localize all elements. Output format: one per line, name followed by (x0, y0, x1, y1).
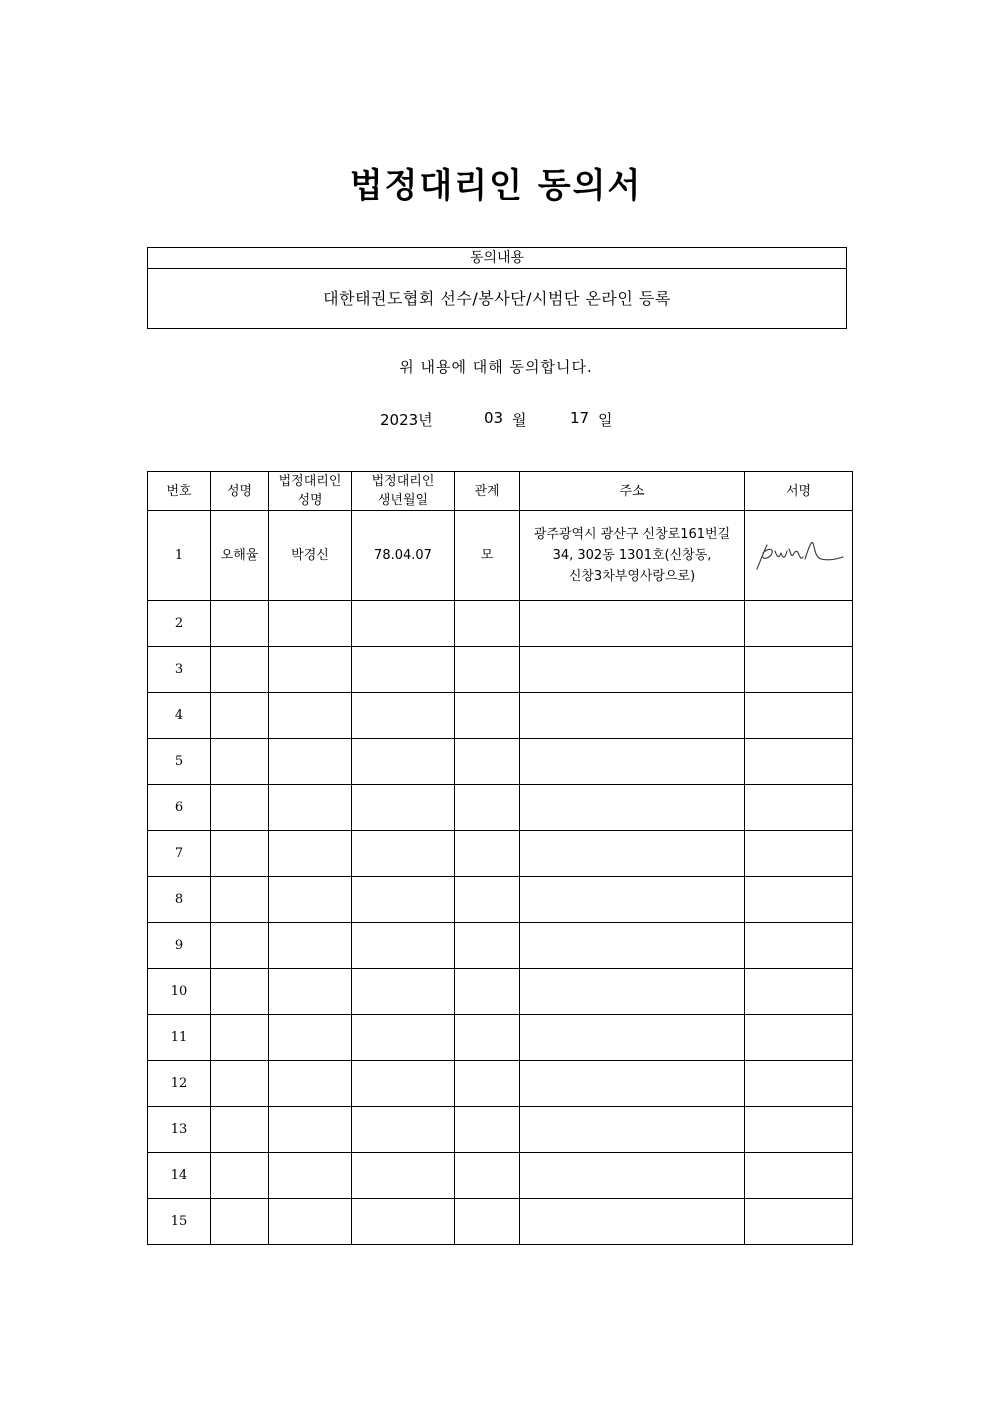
cell-no: 4 (148, 693, 211, 739)
cell-guardian-name (269, 1199, 352, 1245)
cell-guardian-name (269, 693, 352, 739)
cell-no: 14 (148, 1153, 211, 1199)
cell-signature (745, 969, 853, 1015)
cell-address (520, 1199, 745, 1245)
cell-name (211, 693, 269, 739)
cell-address (520, 1061, 745, 1107)
cell-name (211, 601, 269, 647)
date-day-value: 17 (570, 409, 590, 427)
cell-no: 11 (148, 1015, 211, 1061)
table-header-row (148, 472, 853, 511)
date-year: 2023년 (380, 411, 433, 429)
cell-guardian-birth (352, 1061, 455, 1107)
cell-name (211, 877, 269, 923)
cell-signature (745, 1061, 853, 1107)
cell-guardian-birth (352, 693, 455, 739)
cell-address (520, 877, 745, 923)
cell-no: 8 (148, 877, 211, 923)
cell-relation (455, 647, 520, 693)
cell-address (520, 693, 745, 739)
table-row (148, 1061, 853, 1107)
cell-guardian-name (269, 739, 352, 785)
cell-signature (745, 1107, 853, 1153)
cell-relation (455, 601, 520, 647)
table-row (148, 601, 853, 647)
cell-guardian-name (269, 601, 352, 647)
cell-no: 13 (148, 1107, 211, 1153)
cell-signature (745, 739, 853, 785)
cell-address (520, 1015, 745, 1061)
header-address: 주소 (520, 472, 745, 511)
cell-name (211, 1199, 269, 1245)
cell-no: 10 (148, 969, 211, 1015)
cell-name (211, 831, 269, 877)
cell-address (520, 785, 745, 831)
table-row (148, 785, 853, 831)
cell-relation: 모 (455, 511, 520, 601)
table-row (148, 1107, 853, 1153)
cell-guardian-name (269, 785, 352, 831)
date-month-value: 03 (484, 409, 504, 427)
cell-address (520, 1153, 745, 1199)
cell-guardian-birth: 78.04.07 (352, 511, 455, 601)
header-name: 성명 (211, 472, 269, 511)
cell-relation (455, 1061, 520, 1107)
cell-name (211, 923, 269, 969)
cell-guardian-birth (352, 1153, 455, 1199)
cell-guardian-birth (352, 1107, 455, 1153)
table-row (148, 1199, 853, 1245)
cell-address (520, 969, 745, 1015)
cell-signature (745, 601, 853, 647)
cell-address (520, 511, 745, 601)
cell-name (211, 785, 269, 831)
table-row (148, 923, 853, 969)
cell-guardian-birth (352, 1015, 455, 1061)
cell-guardian-birth (352, 647, 455, 693)
cell-signature (745, 785, 853, 831)
cell-no: 15 (148, 1199, 211, 1245)
cell-signature (745, 1015, 853, 1061)
guardian-table (147, 471, 853, 1245)
cell-name (211, 1153, 269, 1199)
cell-relation (455, 1153, 520, 1199)
cell-guardian-name (269, 1153, 352, 1199)
table-row (148, 739, 853, 785)
cell-name (211, 1061, 269, 1107)
header-guardian-birth-text: 법정대리인 생년월일 (371, 474, 435, 508)
cell-relation (455, 785, 520, 831)
cell-relation (455, 969, 520, 1015)
cell-guardian-birth (352, 785, 455, 831)
cell-guardian-name (269, 969, 352, 1015)
header-guardian-birth (352, 472, 455, 511)
agreement-statement: 위 내용에 대해 동의합니다. (399, 358, 593, 376)
cell-signature (745, 693, 853, 739)
header-no: 번호 (148, 472, 211, 511)
cell-relation (455, 923, 520, 969)
cell-no: 2 (148, 601, 211, 647)
consent-box (147, 247, 847, 329)
consent-header: 동의내용 (148, 248, 846, 269)
date-month-unit: 월 (512, 411, 527, 429)
cell-guardian-name (269, 877, 352, 923)
cell-no: 3 (148, 647, 211, 693)
cell-signature (745, 1153, 853, 1199)
cell-address (520, 601, 745, 647)
table-row (148, 877, 853, 923)
header-guardian-name (269, 472, 352, 511)
cell-no: 9 (148, 923, 211, 969)
cell-guardian-name (269, 1015, 352, 1061)
cell-relation (455, 1015, 520, 1061)
cell-address (520, 923, 745, 969)
cell-name (211, 739, 269, 785)
signature-image (753, 539, 845, 573)
table-row (148, 1153, 853, 1199)
cell-signature (745, 647, 853, 693)
table-row (148, 693, 853, 739)
cell-relation (455, 831, 520, 877)
cell-no: 1 (148, 511, 211, 601)
cell-no: 5 (148, 739, 211, 785)
table-row (148, 647, 853, 693)
cell-guardian-name (269, 1061, 352, 1107)
cell-relation (455, 1107, 520, 1153)
cell-address (520, 739, 745, 785)
cell-relation (455, 739, 520, 785)
header-relation: 관계 (455, 472, 520, 511)
cell-relation (455, 877, 520, 923)
cell-guardian-birth (352, 601, 455, 647)
cell-guardian-birth (352, 877, 455, 923)
cell-name (211, 1107, 269, 1153)
cell-guardian-birth (352, 1199, 455, 1245)
cell-name: 오해율 (211, 511, 269, 601)
consent-content: 대한태권도협회 선수/봉사단/시범단 온라인 등록 (323, 289, 671, 308)
header-guardian-name-text: 법정대리인 성명 (278, 474, 342, 508)
cell-name (211, 1015, 269, 1061)
cell-signature (745, 923, 853, 969)
cell-signature (745, 1199, 853, 1245)
cell-guardian-birth (352, 739, 455, 785)
cell-guardian-birth (352, 969, 455, 1015)
cell-relation (455, 1199, 520, 1245)
cell-address (520, 647, 745, 693)
table-row (148, 831, 853, 877)
cell-guardian-name (269, 1107, 352, 1153)
table-row (148, 1015, 853, 1061)
cell-guardian-birth (352, 923, 455, 969)
table-row (148, 969, 853, 1015)
cell-name (211, 647, 269, 693)
cell-relation (455, 693, 520, 739)
cell-signature (745, 877, 853, 923)
table-row (148, 511, 853, 601)
cell-no: 7 (148, 831, 211, 877)
cell-guardian-name (269, 831, 352, 877)
cell-name (211, 969, 269, 1015)
cell-signature (745, 511, 853, 601)
document-title: 법정대리인 동의서 (349, 166, 643, 206)
cell-address (520, 1107, 745, 1153)
cell-signature (745, 831, 853, 877)
cell-no: 12 (148, 1061, 211, 1107)
cell-guardian-birth (352, 831, 455, 877)
cell-guardian-name: 박경신 (269, 511, 352, 601)
cell-address-text: 광주광역시 광산구 신창로161번길 34, 302동 1301호(신창동, 신창3차부영사랑으로) (533, 527, 731, 584)
cell-guardian-name (269, 647, 352, 693)
header-signature: 서명 (745, 472, 853, 511)
cell-no: 6 (148, 785, 211, 831)
cell-guardian-name (269, 923, 352, 969)
date-day-unit: 일 (598, 411, 613, 429)
cell-address (520, 831, 745, 877)
